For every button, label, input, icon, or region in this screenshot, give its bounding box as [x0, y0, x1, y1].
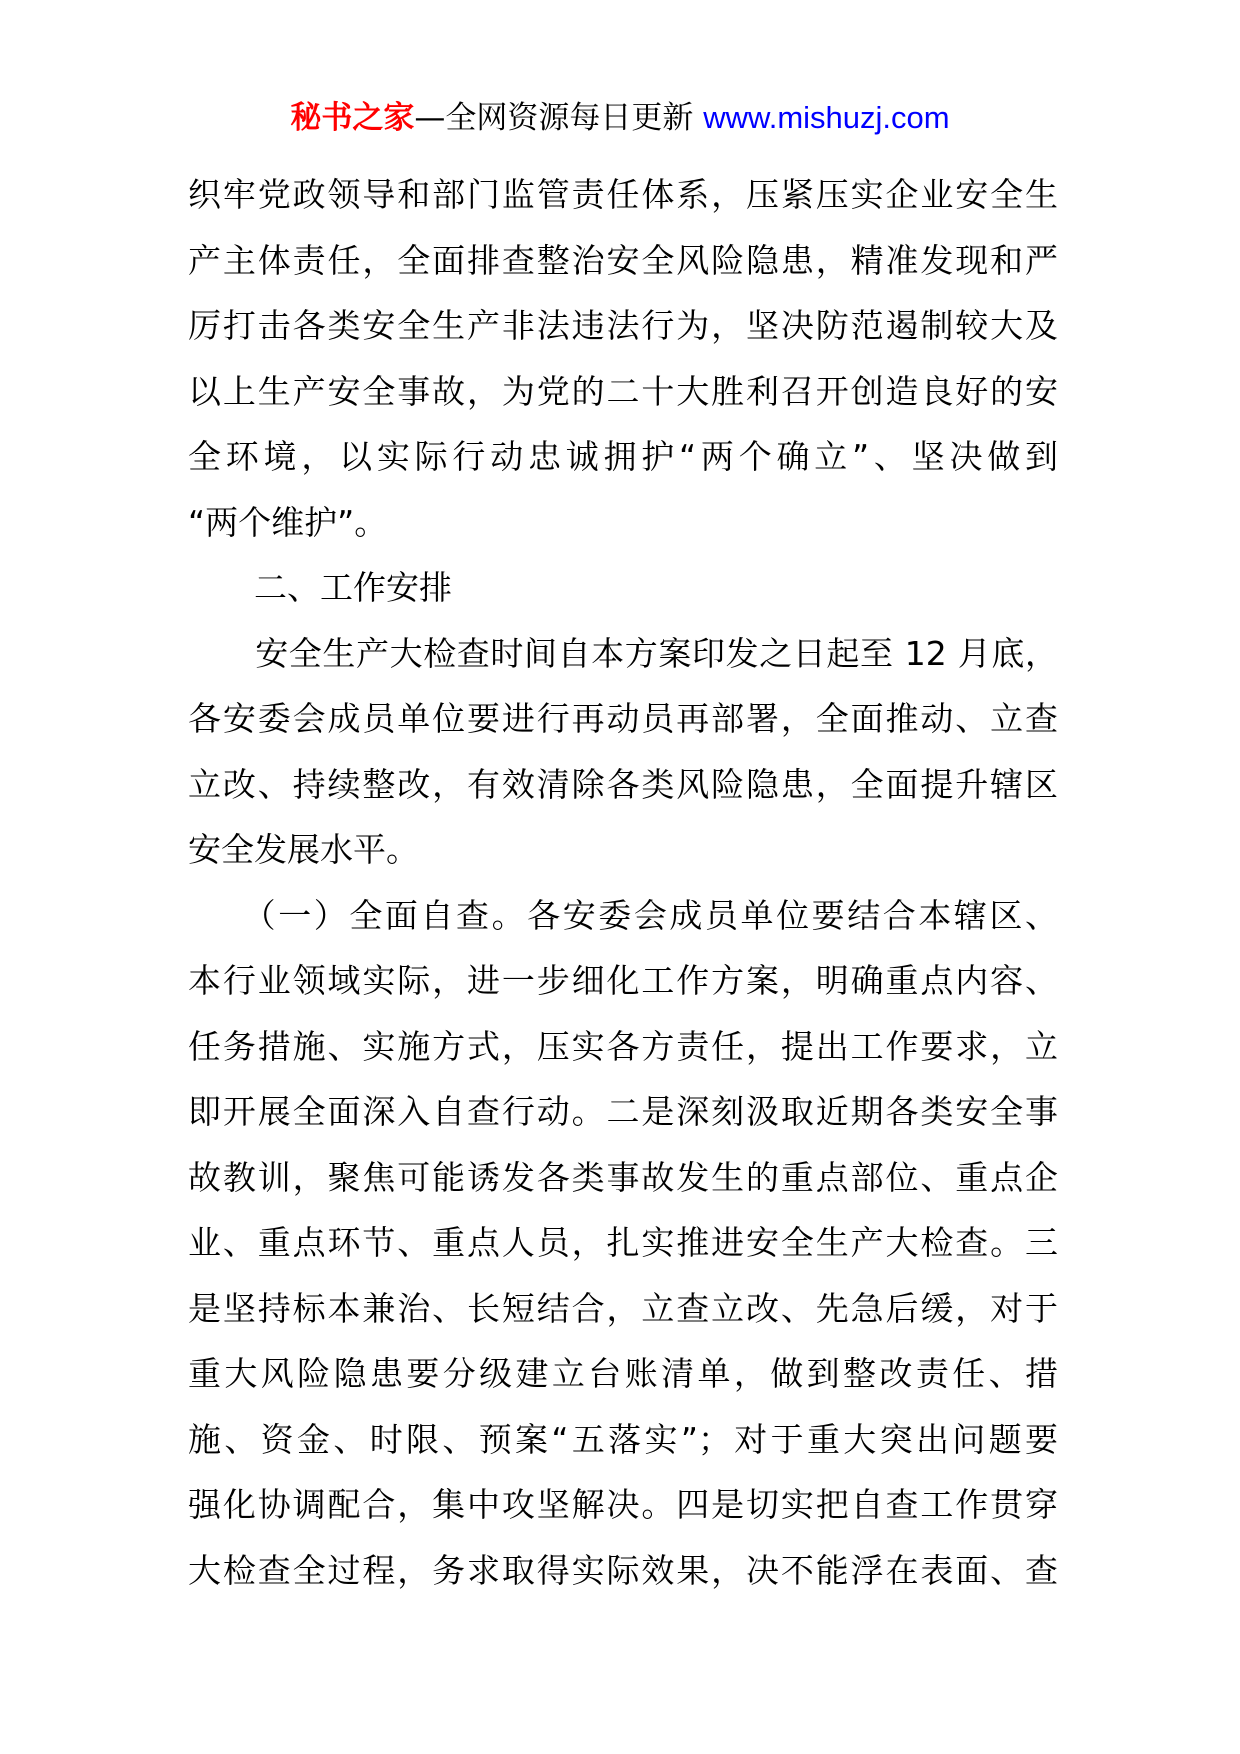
body-line: 立改、持续整改，有效清除各类风险隐患，全面提升辖区 [188, 764, 1058, 804]
body-line: 各安委会成员单位要进行再动员再部署，全面推动、立查 [188, 699, 1058, 738]
body-line: 是坚持标本兼治、长短结合，立查立改、先急后缓，对于 [188, 1288, 1058, 1328]
body-line: 全环境，以实际行动忠诚拥护“两个确立”、坚决做到 [188, 437, 1058, 476]
document-body [188, 162, 1058, 1603]
body-line: 本行业领域实际，进一步细化工作方案，明确重点内容、 [188, 961, 1058, 1000]
body-line: 安全生产大检查时间自本方案印发之日起至 12 月底， [188, 633, 1058, 673]
body-line: 任务措施、实施方式，压实各方责任，提出工作要求，立 [188, 1026, 1058, 1066]
body-line: 以上生产安全事故，为党的二十大胜利召开创造良好的安 [188, 371, 1058, 411]
body-line: 厉打击各类安全生产非法违法行为，坚决防范遏制较大及 [188, 306, 1058, 345]
body-line: 施、资金、时限、预案“五落实”；对于重大突出问题要 [188, 1419, 1058, 1459]
body-line: 大检查全过程，务求取得实际效果，决不能浮在表面、查 [188, 1550, 1058, 1590]
body-line: （一）全面自查。各安委会成员单位要结合本辖区、 [188, 895, 1058, 935]
document-header [0, 98, 1240, 138]
body-line: 即开展全面深入自查行动。二是深刻汲取近期各类安全事 [188, 1092, 1058, 1131]
body-line: 产主体责任，全面排查整治安全风险隐患，精准发现和严 [188, 240, 1058, 280]
site-url-link[interactable]: www.mishuzj.com [703, 100, 950, 135]
section-heading: 二、工作安排 [188, 568, 452, 607]
body-line: 业、重点环节、重点人员，扎实推进安全生产大检查。三 [188, 1223, 1058, 1262]
body-line: “两个维护”。 [188, 502, 388, 542]
header-tagline: —全网资源每日更新 [414, 100, 704, 136]
body-line: 故教训，聚焦可能诱发各类事故发生的重点部位、重点企 [188, 1157, 1058, 1197]
body-line: 重大风险隐患要分级建立台账清单，做到整改责任、措 [188, 1354, 1058, 1393]
body-line: 强化协调配合，集中攻坚解决。四是切实把自查工作贯穿 [188, 1485, 1058, 1524]
body-line: 安全发展水平。 [188, 830, 419, 869]
body-line: 织牢党政领导和部门监管责任体系，压紧压实企业安全生 [188, 175, 1058, 214]
brand-name: 秘书之家 [290, 100, 415, 136]
